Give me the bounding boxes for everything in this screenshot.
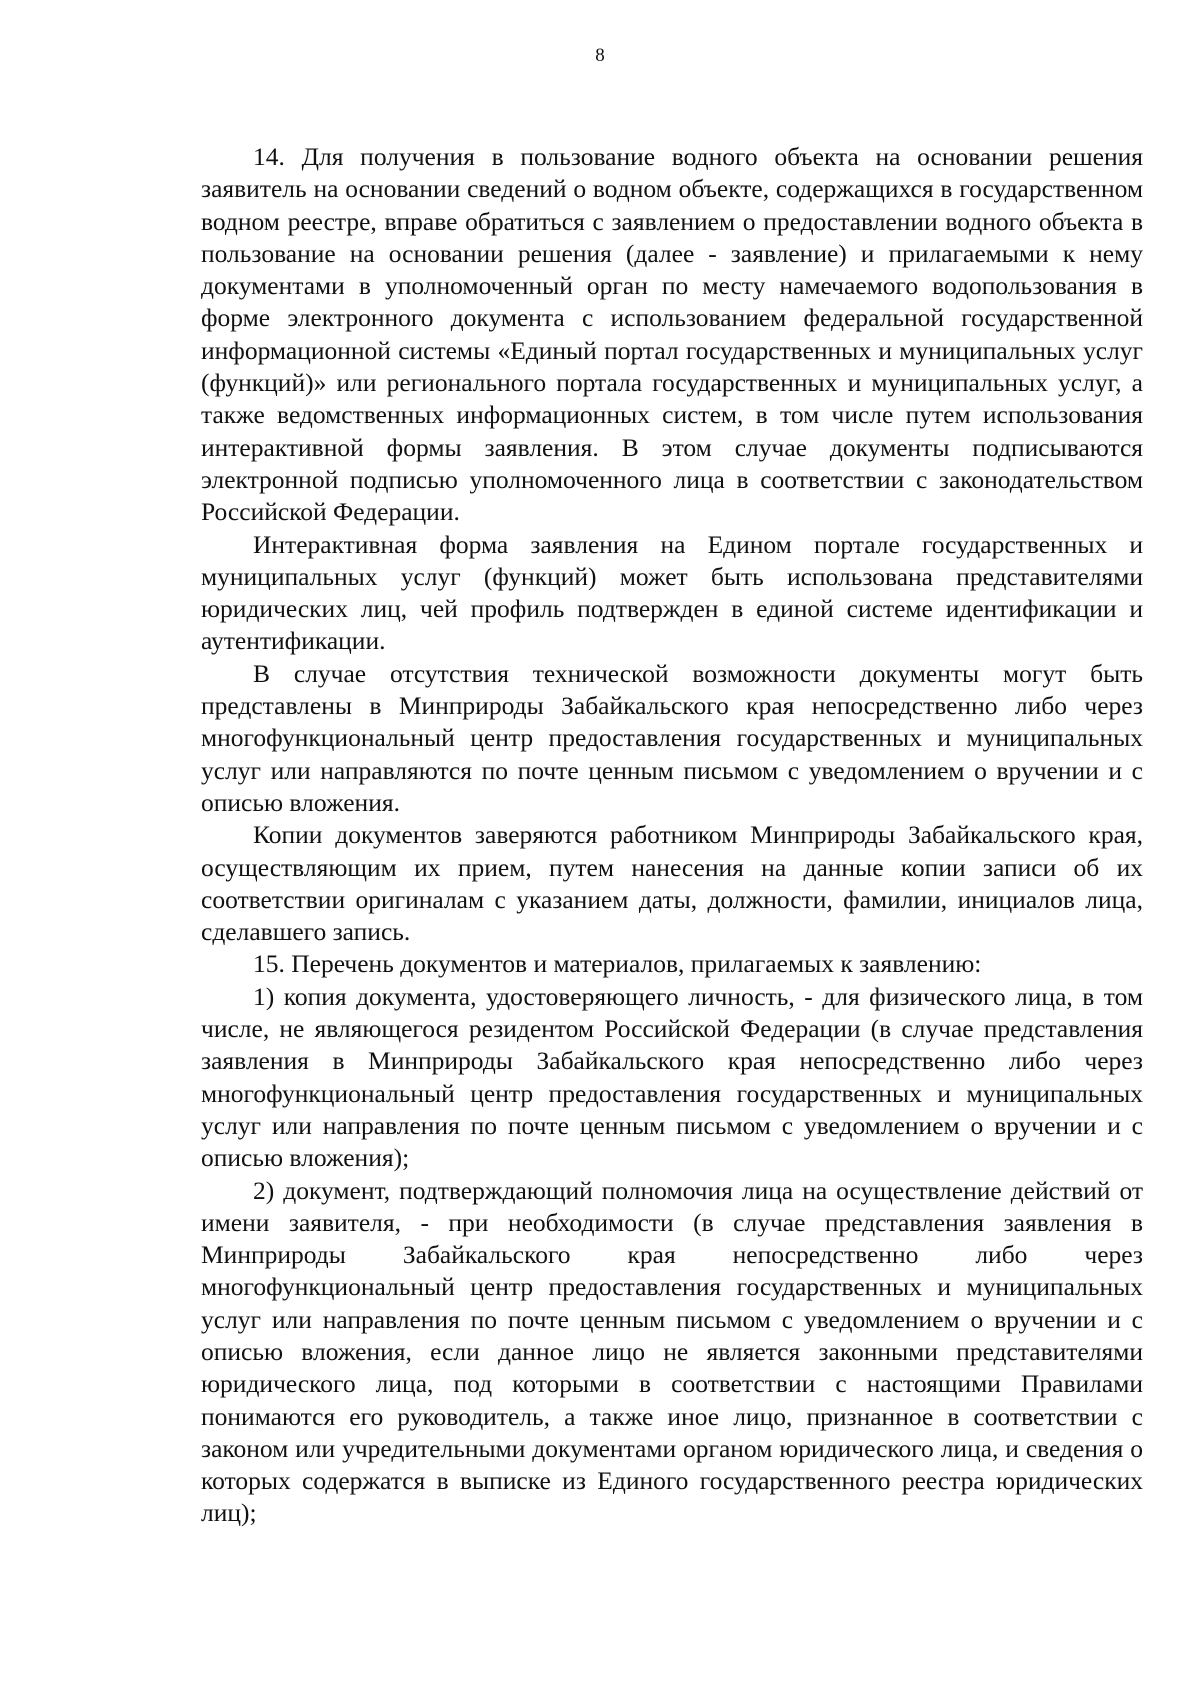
paragraph-15-document-list: 15. Перечень документов и материалов, прилагаемых к заявлению: — [253, 949, 982, 979]
paragraph-no-technical-possibility: В случае отсутствия технической возможности документы могут быть представлены в Минприроды Забайкальского края непосредственно либо через многофункциональный центр предоставления государственных и муниципальных услуг или направляются по почте ценным письмом с уведомлением о вручении и с описью вложения. — [201, 658, 1143, 817]
document-body — [201, 141, 1143, 1530]
list-item-1-identity-document: 1) копия документа, удостоверяющего личность, - для физического лица, в том числе, не являющегося резидентом Российской Федерации (в случае представления заявления в Минприроды Забайкальского края непосредственно либо через многофункциональный центр предоставления государственных и муниципальных услуг или направления по почте ценным письмом с уведомлением о вручении и с описью вложения); — [201, 981, 1143, 1173]
page-number: 8 — [595, 45, 605, 66]
paragraph-document-copies: Копии документов заверяются работником Минприроды Забайкальского края, осуществляющим их прием, путем нанесения на данные копии записи об их соответствии оригиналам с указанием даты, должности, фамилии, инициалов лица, сделавшего запись. — [201, 820, 1143, 947]
paragraph-14-application: 14. Для получения в пользование водного объекта на основании решения заявитель на основании сведений о водном объекте, содержащихся в государственном водном реестре, вправе обратиться с заявлением о предоставлении водного объекта в пользование на основании решения (далее - заявление) и прилагаемыми к нему документами в уполномоченный орган по месту намечаемого водопользования в форме электронного документа с использованием федеральной государственной информационной системы «Единый портал государственных и муниципальных услуг (функций)» или регионального портала государственных и муниципальных услуг, а также ведомственных информационных систем, в том числе путем использования интерактивной формы заявления. В этом случае документы подписываются электронной подписью уполномоченного лица в соответствии с законодательством Российской Федерации. — [201, 142, 1143, 527]
list-item-2-authority-document: 2) документ, подтверждающий полномочия лица на осуществление действий от имени заявителя, - при необходимости (в случае представления заявления в Минприроды Забайкальского края непосредственно либо через многофункциональный центр предоставления государственных и муниципальных услуг или направления по почте ценным письмом с уведомлением о вручении и с описью вложения, если данное лицо не является законными представителями юридического лица, под которыми в соответствии с настоящими Правилами понимаются его руководитель, а также иное лицо, признанное в соответствии с законом или учредительными документами органом юридического лица, и сведения о которых содержатся в выписке из Единого государственного реестра юридических лиц); — [201, 1175, 1143, 1528]
paragraph-interactive-form: Интерактивная форма заявления на Едином портале государственных и муниципальных услуг (функций) может быть использована представителями юридических лиц, чей профиль подтвержден в единой системе идентификации и аутентификации. — [201, 529, 1143, 656]
